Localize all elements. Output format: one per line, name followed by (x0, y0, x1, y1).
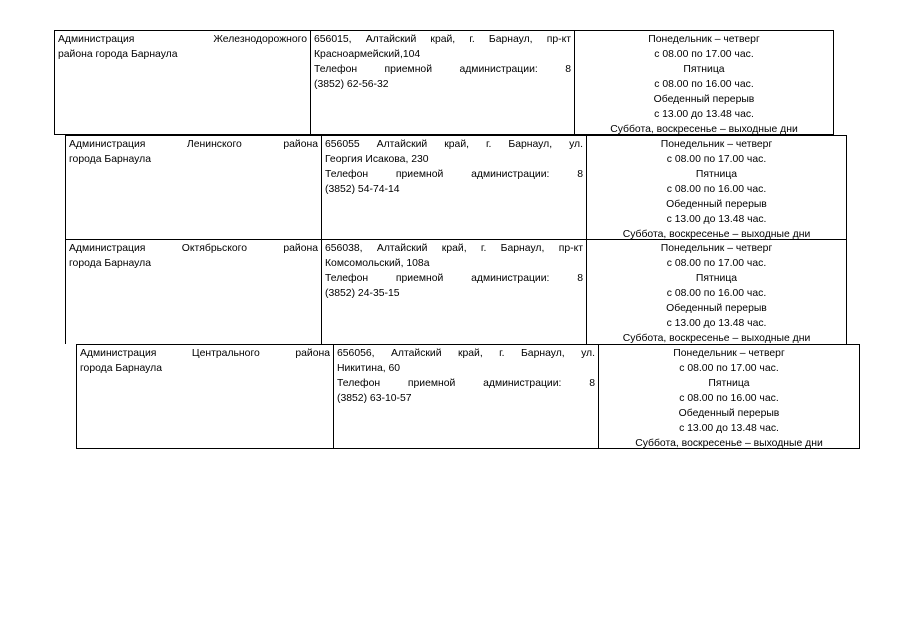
district-name-line: города Барнаула (69, 154, 151, 165)
schedule-line: с 13.00 до 13.48 час. (666, 214, 767, 225)
schedule-line: Обеденный перерыв (666, 303, 767, 314)
schedule-line: Пятница (708, 378, 750, 389)
schedule-line: Суббота, воскресенье – выходные дни (610, 124, 798, 135)
schedule-line: с 13.00 до 13.48 час. (679, 423, 779, 434)
schedule-line: Пятница (683, 64, 725, 75)
address-line: 656015, Алтайский край, г. Барнаул, пр-кт (314, 34, 571, 45)
address-line: 656038, Алтайский край, г. Барнаул, пр-кт (325, 243, 583, 254)
schedule-line: Пятница (695, 169, 738, 180)
schedule-line: с 08.00 по 16.00 час. (666, 184, 767, 195)
address-line: Красноармейский,104 (314, 49, 421, 60)
district-name-line: города Барнаула (69, 258, 151, 269)
district-name-line: Администрация Ленинского района (69, 139, 318, 150)
schedule-cell (587, 136, 846, 239)
address-cell (322, 240, 587, 344)
district-name-line: города Барнаула (80, 363, 162, 374)
address-cell (322, 136, 587, 239)
schedule-line: с 13.00 до 13.48 час. (654, 109, 754, 120)
phone-line: Телефон приемной администрации: 8 (325, 273, 583, 284)
phone-line: (3852) 24-35-15 (325, 288, 400, 299)
phone-line: Телефон приемной администрации: 8 (337, 378, 595, 389)
schedule-line: с 08.00 по 16.00 час. (679, 393, 779, 404)
district-name-cell (66, 240, 322, 344)
table-row (65, 135, 847, 240)
address-line: Комсомольский, 108а (325, 258, 430, 269)
phone-line: (3852) 54-74-14 (325, 184, 400, 195)
phone-line: Телефон приемной администрации: 8 (314, 64, 571, 75)
schedule-line: с 08.00 по 17.00 час. (679, 363, 779, 374)
schedule-line: Обеденный перерыв (678, 408, 780, 419)
schedule-line: Суббота, воскресенье – выходные дни (622, 333, 811, 344)
address-line: 656056, Алтайский край, г. Барнаул, ул. (337, 348, 595, 359)
address-cell (311, 31, 575, 134)
table-row (54, 30, 834, 135)
schedule-line: с 08.00 по 17.00 час. (666, 258, 767, 269)
schedule-line: с 08.00 по 17.00 час. (654, 49, 754, 60)
schedule-line: Обеденный перерыв (653, 94, 755, 105)
schedule-line: Суббота, воскресенье – выходные дни (622, 229, 811, 240)
phone-line: (3852) 63-10-57 (337, 393, 412, 404)
district-name-line: Администрация Железнодорожного (58, 34, 307, 45)
schedule-line: Понедельник – четверг (660, 139, 773, 150)
schedule-line: с 08.00 по 16.00 час. (666, 288, 767, 299)
address-line: 656055 Алтайский край, г. Барнаул, ул. (325, 139, 583, 150)
district-name-line: Администрация Центрального района (80, 348, 330, 359)
schedule-line: Понедельник – четверг (648, 34, 760, 45)
address-line: Георгия Исакова, 230 (325, 154, 429, 165)
schedule-line: Обеденный перерыв (666, 199, 767, 210)
schedule-line: Пятница (695, 273, 738, 284)
district-name-line: Администрация Октябрьского района (69, 243, 318, 254)
phone-line: Телефон приемной администрации: 8 (325, 169, 583, 180)
schedule-line: Понедельник – четверг (660, 243, 773, 254)
address-cell (334, 345, 599, 448)
schedule-line: с 13.00 до 13.48 час. (666, 318, 767, 329)
schedule-line: с 08.00 по 17.00 час. (666, 154, 767, 165)
schedule-cell (587, 240, 846, 344)
schedule-cell (575, 31, 833, 134)
schedule-cell (599, 345, 859, 448)
district-name-cell (77, 345, 334, 448)
district-name-cell (55, 31, 311, 134)
district-name-cell (66, 136, 322, 239)
district-name-line: района города Барнаула (58, 49, 178, 60)
schedule-line: Понедельник – четверг (673, 348, 785, 359)
schedule-line: с 08.00 по 16.00 час. (654, 79, 754, 90)
table-row (76, 344, 860, 449)
table-row (65, 239, 847, 344)
phone-line: (3852) 62-56-32 (314, 79, 389, 90)
schedule-line: Суббота, воскресенье – выходные дни (635, 438, 823, 449)
address-line: Никитина, 60 (337, 363, 401, 374)
